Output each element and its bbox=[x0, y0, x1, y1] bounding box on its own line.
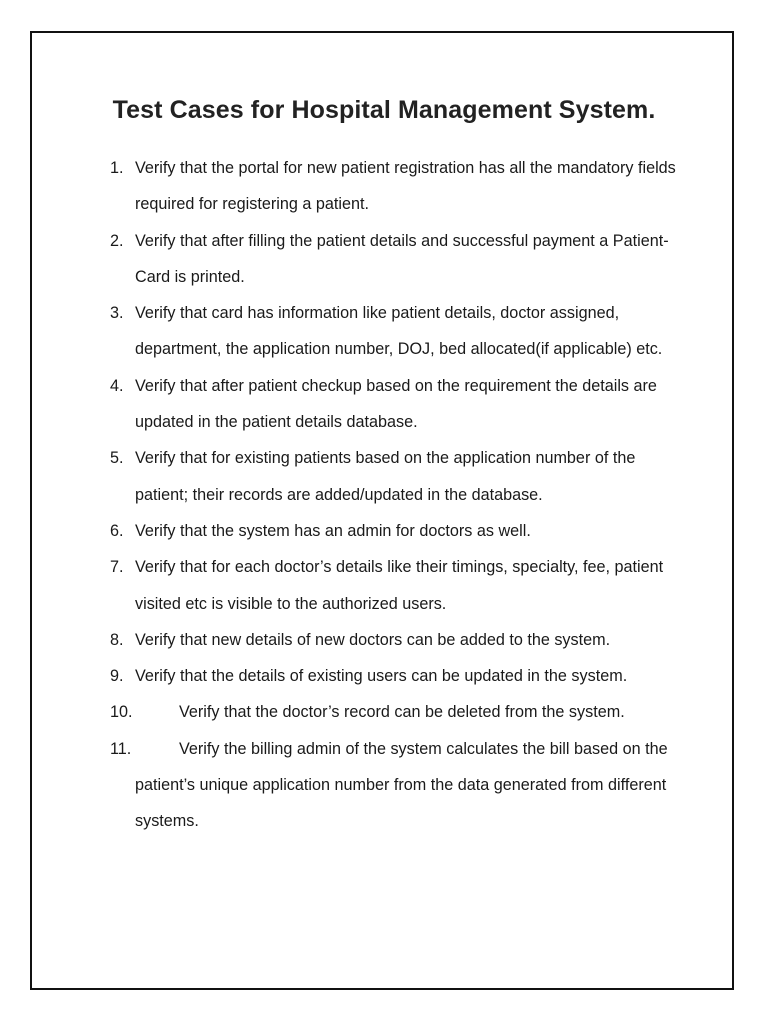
test-case-text: Verify that card has information like patient details, doctor assigned, department, the application number, DOJ, bed allocated(if applicable) etc. bbox=[135, 304, 663, 359]
test-case-number: 4. bbox=[110, 376, 124, 395]
test-case-item bbox=[110, 223, 690, 296]
test-case-number: 6. bbox=[110, 521, 124, 540]
document-title: Test Cases for Hospital Management System. bbox=[112, 96, 656, 124]
test-case-item bbox=[110, 549, 690, 622]
test-case-text: Verify that the system has an admin for doctors as well. bbox=[135, 521, 531, 540]
test-case-item bbox=[110, 658, 690, 694]
test-case-text: Verify that new details of new doctors can be added to the system. bbox=[135, 630, 611, 649]
test-case-text: Verify that after filling the patient details and successful payment a Patient-Card is printed. bbox=[135, 231, 669, 286]
test-case-number: 2. bbox=[110, 231, 124, 250]
test-case-number: 11. bbox=[110, 739, 132, 758]
test-case-item bbox=[110, 295, 690, 368]
test-case-number: 10. bbox=[110, 703, 133, 722]
test-case-item bbox=[110, 513, 690, 549]
test-case-text: Verify the billing admin of the system calculates the bill based on the patient’s unique application number from the data generated from different systems. bbox=[135, 739, 668, 831]
test-case-item bbox=[110, 368, 690, 441]
test-case-item bbox=[110, 694, 690, 730]
test-case-item bbox=[110, 622, 690, 658]
test-case-item bbox=[110, 731, 690, 840]
test-case-number: 3. bbox=[110, 304, 124, 323]
test-case-text: Verify that for each doctor’s details like their timings, specialty, fee, patient visited etc is visible to the authorized users. bbox=[135, 558, 664, 613]
test-case-number: 9. bbox=[110, 667, 124, 686]
test-case-number: 8. bbox=[110, 630, 124, 649]
test-case-number: 1. bbox=[110, 159, 124, 177]
test-case-text: Verify that the portal for new patient registration has all the mandatory fields required for registering a patient. bbox=[135, 159, 676, 214]
test-case-item bbox=[110, 150, 690, 223]
test-case-text: Verify that the doctor’s record can be deleted from the system. bbox=[179, 703, 625, 722]
test-case-number: 7. bbox=[110, 558, 124, 577]
test-case-number: 5. bbox=[110, 449, 124, 468]
test-case-text: Verify that after patient checkup based on the requirement the details are updated in the patient details database. bbox=[135, 376, 657, 432]
test-case-item bbox=[110, 440, 690, 513]
test-case-list bbox=[110, 150, 690, 840]
test-case-text: Verify that the details of existing users can be updated in the system. bbox=[135, 667, 628, 686]
test-case-text: Verify that for existing patients based on the application number of the patient; their records are added/updated in the database. bbox=[135, 449, 636, 504]
